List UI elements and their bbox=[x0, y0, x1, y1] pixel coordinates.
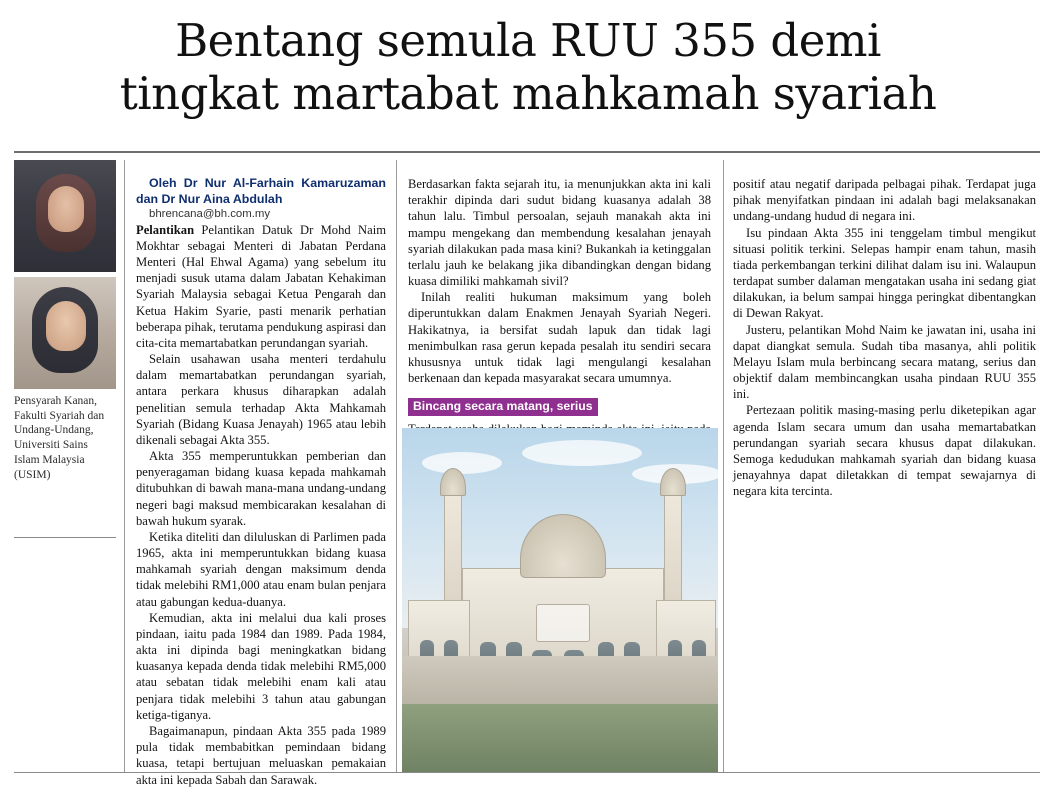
headline-line-2: tingkat martabat mahkamah syariah bbox=[119, 67, 937, 121]
author-photo-1 bbox=[14, 160, 116, 272]
footer-divider bbox=[14, 772, 1040, 773]
byline-author: Oleh Dr Nur Al-Farhain Kamaruzaman dan Dr Nur Aina Abdulah bbox=[136, 176, 386, 206]
mosque-crest bbox=[536, 604, 590, 642]
column-rule-2 bbox=[396, 160, 397, 772]
section-subhead-wrap bbox=[408, 398, 711, 421]
author-photo-caption: Pensyarah Kanan, Fakulti Syariah dan Undang-Undang, Universiti Sains Islam Malaysia (USIM) bbox=[14, 395, 105, 481]
article-column-2 bbox=[408, 176, 711, 386]
paragraph: Selain usahawan usaha menteri terdahulu dalam memartabatkan perundangan syariah, antara perkara khusus diharapkan adalah penelitian semula terhadap Akta Mahkamah Syariah (Bidang Kuasa Jenayah) 1965 atau lebih dikenali sebagai Akta 355. bbox=[136, 352, 386, 447]
header-divider bbox=[14, 151, 1040, 153]
mosque-photo bbox=[402, 428, 718, 773]
page-headline bbox=[20, 14, 1036, 120]
paragraph-text: Pelantikan Datuk Dr Mohd Naim Mokhtar sebagai Menteri di Jabatan Perdana Menteri (Hal Ehwal Agama) yang sebelum itu menjadi susuk utama dalam Jabatan Kehakiman Syariah Malaysia sebagai Ketua Pengarah dan Ketua Hakim Syarie, pasti menarik perhatian beberapa pihak, terutama pendukung aspirasi dan cita-cita memartabatkan perundangan syariah. bbox=[136, 222, 386, 350]
article-column-3 bbox=[733, 176, 1036, 499]
photo-plaza bbox=[402, 656, 718, 711]
rail-divider bbox=[14, 537, 116, 538]
paragraph: Bagaimanapun, pindaan Akta 355 pada 1989 pula tidak membabitkan pemindaan bidang kuasa, tetapi bertujuan meluaskan pemakaian akta ini kepada Sabah dan Sarawak. bbox=[136, 723, 386, 787]
paragraph: Akta 355 memperuntukkan pemberian dan penyeragaman bidang kuasa kepada mahkamah ditubuhkan di bawah mana-mana undang-undang negeri bagi maksud membicarakan kesalahan di bawah hukum syarak. bbox=[136, 449, 386, 528]
paragraph: Pertezaan politik masing-masing perlu diketepikan agar agenda Islam secara umum dan usaha memartabatkan perundangan syariah secara khusus dapat dilakukan. Semoga kedudukan mahkamah syariah dan bidang kuasa jenayahnya dapat diletakkan di tempat sewajarnya di negara kita tercinta. bbox=[733, 403, 1036, 499]
paragraph: Kemudian, akta ini melalui dua kali proses pindaan, iaitu pada 1984 dan 1989. Pada 1984, akta ini dipinda bagi meningkatkan bidang kuasanya kepada denda tidak melebihi RM5,000 atau sebatan tidak melebihi enam kali atau penjara tidak melebihi 3 tahun atau gabungan ketiga-tiganya. bbox=[136, 610, 386, 722]
cloud-shape bbox=[422, 452, 502, 474]
headline-line-1: Bentang semula RUU 355 demi bbox=[175, 14, 881, 67]
article-column-1 bbox=[136, 176, 386, 788]
paragraph: Ketika diteliti dan diluluskan di Parlimen pada 1965, akta ini memperuntukkan bidang kuasa mahkamah syariah dengan maksimum denda tidak melebihi RM1,000 atau enam bulan penjara atau gabungan kedua-duanya. bbox=[136, 529, 386, 609]
author-photo-rail bbox=[14, 160, 118, 482]
section-subhead: Bincang secara matang, serius bbox=[408, 398, 598, 416]
paragraph: Isu pindaan Akta 355 ini tenggelam timbul mengikut situasi politik terkini. Selepas hampir enam tahun, masih tiada perkembangan terkini dilihat dalam isu ini. Walaupun terdapat sumber dalaman mengatakan usaha ini sedang giat dilakukan, ia belum sampai hingga peringkat dibentangkan di Dewan Rakyat. bbox=[733, 225, 1036, 321]
photo-lawn bbox=[402, 704, 718, 773]
paragraph: Berdasarkan fakta sejarah itu, ia menunjukkan akta ini kali terakhir dipinda dari sudut bidang kuasanya adalah 38 tahun lalu. Timbul persoalan, sejauh manakah akta ini mampu mengekang dan membendung kesalahan jenayah syariah dilakukan pada masa kini? Bukankah ia ketinggalan terlalu jauh ke belakang jika dibandingkan dengan bidang kuasa dimiliki mahkamah sivil? bbox=[408, 177, 711, 289]
cloud-shape bbox=[522, 440, 642, 466]
author-photo-2 bbox=[14, 277, 116, 389]
paragraph: Pelantikan Pelantikan Datuk Dr Mohd Naim Mokhtar sebagai Menteri di Jabatan Perdana Menteri (Hal Ehwal Agama) yang sebelum itu menjadi susuk utama dalam Jabatan Kehakiman Syariah Malaysia sebagai Ketua Pengarah dan Ketua Hakim Syarie, pasti menarik perhatian beberapa pihak, terutama pendukung aspirasi dan cita-cita memartabatkan perundangan syariah. bbox=[136, 222, 386, 350]
column-rule-3 bbox=[723, 160, 724, 772]
byline-email: bhrencana@bh.com.my bbox=[149, 208, 271, 220]
paragraph: positif atau negatif daripada pelbagai pihak. Terdapat juga pihak menyifatkan pindaan ini adalah bagi melaksanakan undang-undang hudud di negara ini. bbox=[733, 177, 1036, 224]
paragraph: Inilah realiti hukuman maksimum yang boleh diperuntukkan dalam Enakmen Jenayah Syariah Negeri. Hakikatnya, ia bersifat sudah lapuk dan tidak lagi menimbulkan rasa gerun kepada pesalah itu sendiri secara khususnya untuk tidak lagi mengulangi kesalahan berkenaan dan kepada masyarakat secara umumnya. bbox=[408, 290, 711, 386]
column-rule-1 bbox=[124, 160, 125, 772]
paragraph: Justeru, pelantikan Mohd Naim ke jawatan ini, usaha ini dapat diangkat semula. Sudah tiba masanya, ahli politik Melayu Islam mula berbincang secara matang, serius dan objektif dalam membincangkan usaha pindaan RUU 355 ini. bbox=[733, 322, 1036, 402]
